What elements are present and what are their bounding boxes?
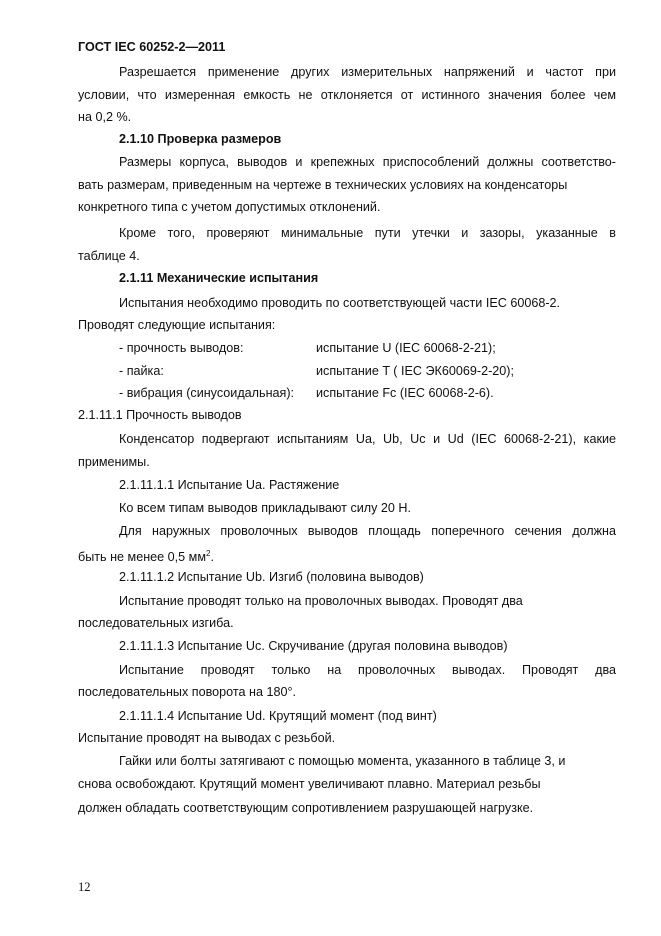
text-span: .: [210, 550, 214, 565]
paragraph-line: Испытание проводят на выводах с резьбой.: [78, 731, 336, 745]
paragraph-line: Для наружных проволочных выводов площадь поперечного сечения должна: [119, 524, 616, 538]
paragraph-line: Конденсатор подвергают испытаниям Ua, Ub, Uc и Ud (IEC 60068-2-21), какие: [119, 432, 616, 446]
paragraph-line: Кроме того, проверяют минимальные пути утечки и зазоры, указанные в: [119, 226, 616, 240]
paragraph-line: Испытание проводят только на проволочных выводах. Проводят два: [119, 594, 523, 608]
paragraph-line: применимы.: [78, 455, 150, 469]
text-span: быть не менее 0,5 мм: [78, 550, 206, 565]
list-item: [119, 382, 616, 405]
paragraph-line: условии, что измеренная емкость не отклоняется от истинного значения более чем: [78, 88, 616, 102]
test-name: - вибрация (синусоидальная):: [119, 386, 295, 400]
test-name: - пайка:: [119, 363, 164, 378]
paragraph-line: на 0,2 %.: [78, 110, 132, 124]
section-heading-2-1-11-1-3: 2.1.11.1.3 Испытание Uc. Скручивание (другая половина выводов): [119, 639, 508, 653]
test-name: - прочность выводов:: [119, 341, 244, 355]
paragraph-line: последовательных поворота на 180°.: [78, 685, 296, 699]
paragraph-line: снова освобождают. Крутящий момент увеличивают плавно. Материал резьбы: [78, 777, 541, 791]
paragraph-line: конкретного типа с учетом допустимых отклонений.: [78, 200, 381, 214]
paragraph-line: Ко всем типам выводов прикладывают силу 20 Н.: [119, 501, 412, 515]
paragraph-line: Проводят следующие испытания:: [78, 318, 276, 332]
list-item: [119, 337, 616, 360]
paragraph-line: Испытание проводят только на проволочных выводах. Проводят два: [119, 663, 616, 677]
section-heading-2-1-11-1-4: 2.1.11.1.4 Испытание Ud. Крутящий момент (под винт): [119, 709, 437, 723]
section-heading-2-1-11-1-1: 2.1.11.1.1 Испытание Ua. Растяжение: [119, 478, 340, 492]
section-heading-2-1-11-1: 2.1.11.1 Прочность выводов: [78, 408, 242, 422]
tests-list: [119, 337, 616, 405]
paragraph-line: вать размерам, приведенным на чертеже в технических условиях на конденсаторы: [78, 178, 568, 192]
paragraph-line: [78, 543, 214, 569]
paragraph-line: таблице 4.: [78, 249, 140, 263]
list-item: [119, 360, 616, 383]
section-heading-2-1-11: 2.1.11 Механические испытания: [119, 271, 319, 285]
paragraph-line: Испытания необходимо проводить по соответствующей части IEC 60068-2.: [119, 296, 561, 310]
superscript: 2: [206, 549, 211, 558]
document-header: ГОСТ IEC 60252-2—2011: [78, 40, 226, 54]
page-number: 12: [78, 880, 91, 894]
paragraph-line: Гайки или болты затягивают с помощью момента, указанного в таблице 3, и: [119, 754, 566, 768]
test-method: испытание T ( IEC ЭК60069-2-20);: [316, 363, 514, 378]
paragraph-line: должен обладать соответствующим сопротивлением разрушающей нагрузке.: [78, 801, 534, 815]
paragraph-line: последовательных изгиба.: [78, 616, 234, 630]
test-method: испытание U (IEC 60068-2-21);: [316, 341, 496, 355]
test-method: испытание Fc (IEC 60068-2-6).: [316, 386, 494, 400]
section-heading-2-1-10: 2.1.10 Проверка размеров: [119, 132, 282, 146]
section-heading-2-1-11-1-2: 2.1.11.1.2 Испытание Ub. Изгиб (половина выводов): [119, 570, 424, 584]
paragraph-line: Размеры корпуса, выводов и крепежных приспособлений должны соответство-: [119, 155, 616, 169]
paragraph-line: Разрешается применение других измерительных напряжений и частот при: [119, 65, 616, 79]
